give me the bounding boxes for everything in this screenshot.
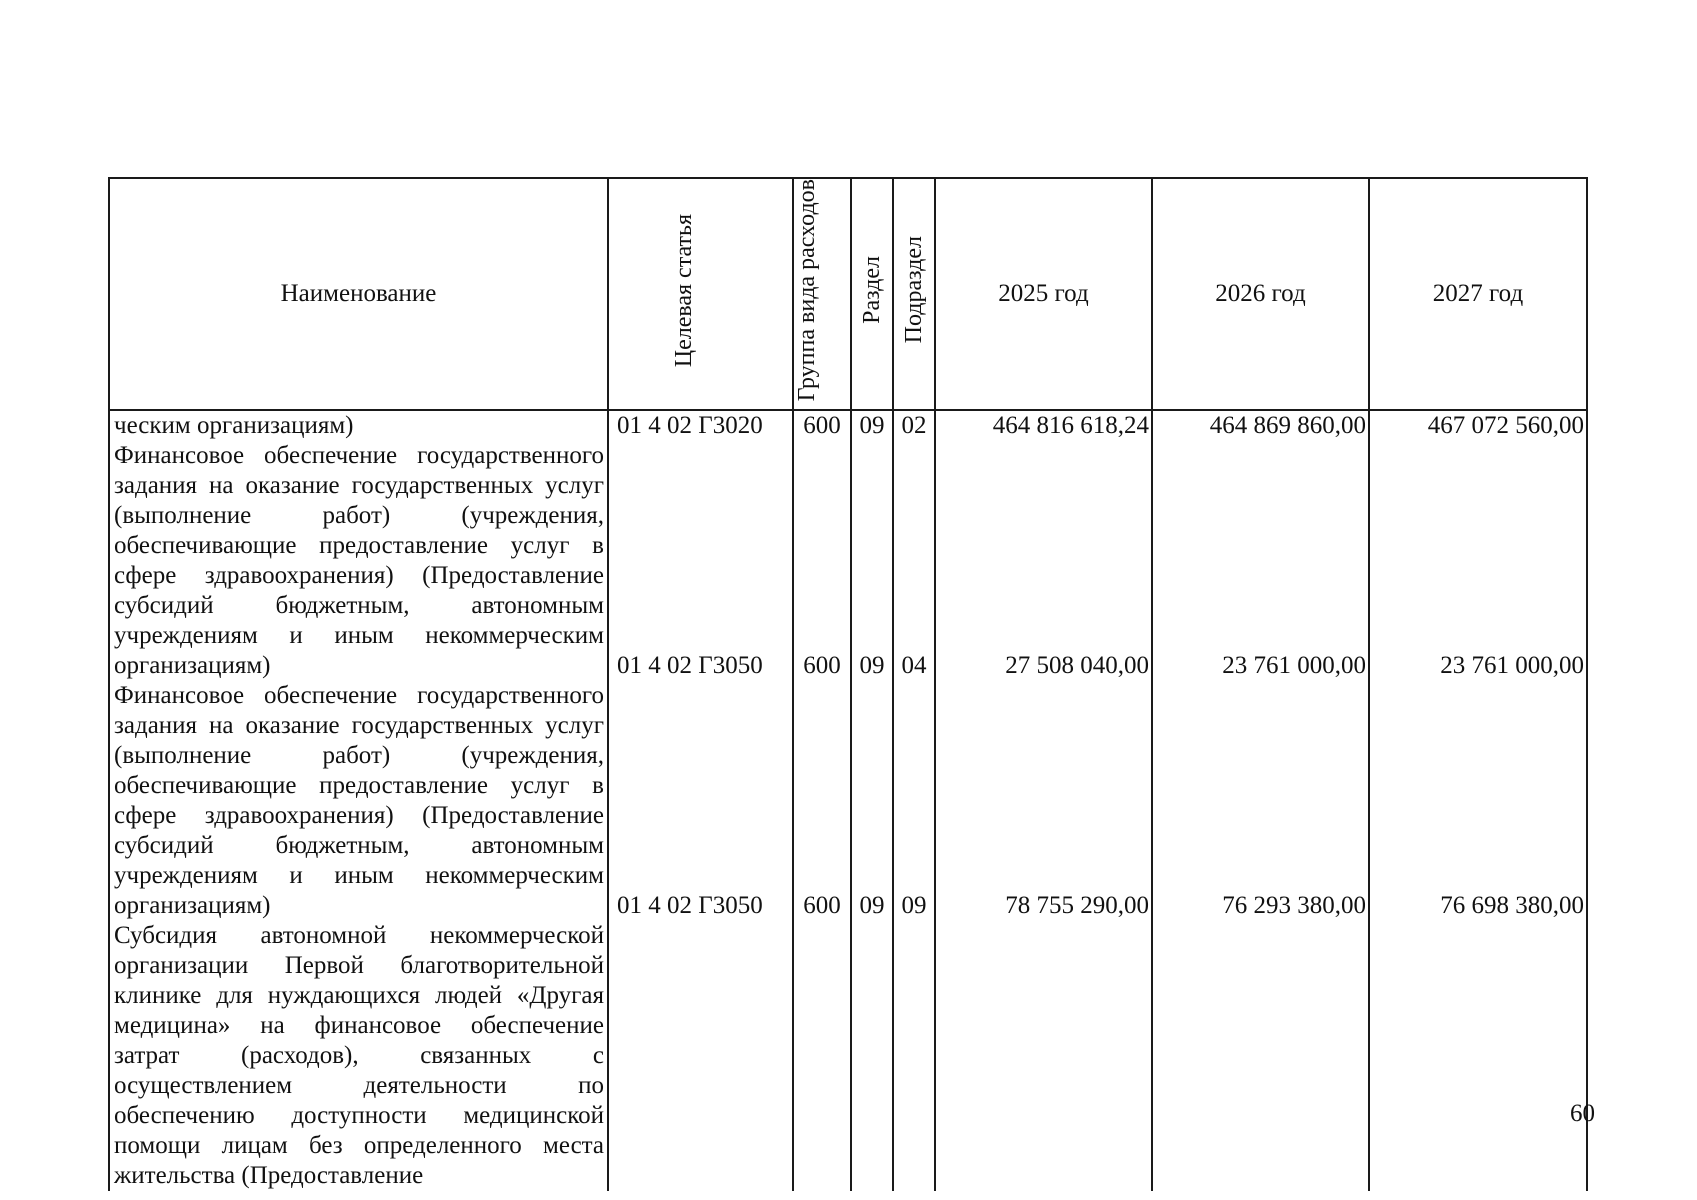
- row-2-2027: 23 761 000,00: [1440, 652, 1584, 680]
- year-2025-column: [935, 410, 1152, 1191]
- budget-table: [108, 177, 1588, 1191]
- name-entry: Финансовое обеспечение государственного задания на оказание государственных услуг (выполнение работ) (учреждения, обеспечивающие предоставление услуг в сфере здравоохранения) (Предоставление субсидий бюджетным, автономным учреждениям и иным некоммерческим организациям): [114, 442, 604, 680]
- row-3-2026: 76 293 380,00: [1222, 892, 1366, 920]
- row-3-2025: 78 755 290,00: [1005, 892, 1149, 920]
- header-2026: 2026 год: [1152, 178, 1369, 410]
- name-column: [109, 410, 608, 1191]
- year-2027-column: [1369, 410, 1587, 1191]
- row-1-subsection: 02: [901, 412, 927, 440]
- row-3-2027: 76 698 380,00: [1440, 892, 1584, 920]
- table-header-row: [109, 178, 1587, 410]
- row-1-2026: 464 869 860,00: [1209, 412, 1366, 440]
- row-3-group: 600: [803, 892, 841, 920]
- row-2-2026: 23 761 000,00: [1222, 652, 1366, 680]
- header-2027: 2027 год: [1369, 178, 1587, 410]
- row-1-target: 01 4 02 Г3020: [617, 412, 763, 440]
- row-3-section: 09: [859, 892, 885, 920]
- row-2-target: 01 4 02 Г3050: [617, 652, 763, 680]
- row-2-2025: 27 508 040,00: [1005, 652, 1149, 680]
- header-target-article: Целевая статья: [608, 178, 793, 410]
- name-entry: Финансовое обеспечение государственного задания на оказание государственных услуг (выполнение работ) (учреждения, обеспечивающие предоставление услуг в сфере здравоохранения) (Предоставление субсидий бюджетным, автономным учреждениям и иным некоммерческим организациям): [114, 682, 604, 920]
- row-1-group: 600: [803, 412, 841, 440]
- header-2025: 2025 год: [935, 178, 1152, 410]
- row-1-section: 09: [859, 412, 885, 440]
- row-2-section: 09: [859, 652, 885, 680]
- header-subsection: Подраздел: [893, 178, 935, 410]
- row-3-target: 01 4 02 Г3050: [617, 892, 763, 920]
- name-entry-continuation: ческим организациям): [114, 412, 354, 440]
- header-name: Наименование: [109, 178, 608, 410]
- subsection-column: [893, 410, 935, 1191]
- target-article-column: [608, 410, 793, 1191]
- name-entry: Субсидия автономной некоммерческой организации Первой благотворительной клинике для нуждающихся людей «Другая медицина» на финансовое обеспечение затрат (расходов), связанных с осуществлением деятельности по обеспечению доступности медицинской помощи лицам без определенного места жительства (Предоставление: [114, 922, 604, 1190]
- header-section: Раздел: [851, 178, 893, 410]
- page-number: 60: [1570, 1100, 1595, 1127]
- expense-group-column: [793, 410, 851, 1191]
- row-2-group: 600: [803, 652, 841, 680]
- header-expense-group: Группа вида расходов: [793, 178, 851, 410]
- row-2-subsection: 04: [901, 652, 927, 680]
- year-2026-column: [1152, 410, 1369, 1191]
- row-1-2025: 464 816 618,24: [992, 412, 1149, 440]
- table-body-row: [109, 410, 1587, 1191]
- row-1-2027: 467 072 560,00: [1427, 412, 1584, 440]
- row-3-subsection: 09: [901, 892, 927, 920]
- section-column: [851, 410, 893, 1191]
